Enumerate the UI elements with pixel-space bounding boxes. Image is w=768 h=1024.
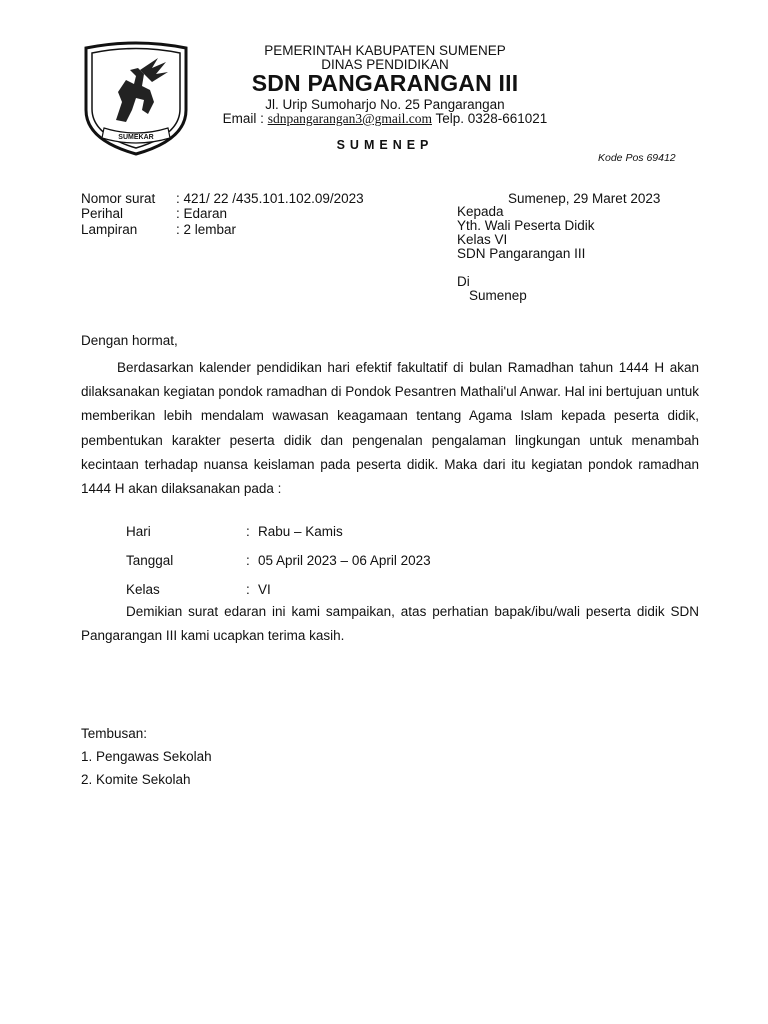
detail-colon: :	[246, 582, 250, 597]
lampiran-label: Lampiran	[81, 222, 138, 237]
postal-code: Kode Pos 69412	[598, 152, 676, 164]
letterhead-department: DINAS PENDIDIKAN	[321, 57, 449, 72]
nomor-value: : 421/ 22 /435.101.102.09/2023	[176, 191, 364, 206]
detail-value-hari: Rabu – Kamis	[258, 524, 343, 539]
recipient-line1: Yth. Wali Peserta Didik	[457, 218, 595, 233]
cc-item: 1. Pengawas Sekolah	[81, 749, 212, 764]
logo-text: SUMEKAR	[118, 134, 154, 141]
letterhead-contact	[190, 111, 580, 127]
detail-label-kelas: Kelas	[126, 582, 160, 597]
detail-colon: :	[246, 524, 250, 539]
nomor-label: Nomor surat	[81, 191, 156, 206]
letterhead-school-name: SDN PANGARANGAN III	[251, 70, 519, 96]
phone-number: Telp. 0328-661021	[431, 111, 548, 126]
letter-date: Sumenep, 29 Maret 2023	[508, 191, 661, 206]
recipient-line2: Kelas VI	[457, 232, 508, 247]
recipient-place: Sumenep	[469, 288, 527, 303]
lampiran-value: : 2 lembar	[176, 222, 237, 237]
perihal-value: : Edaran	[176, 206, 228, 221]
detail-value-kelas: VI	[258, 582, 271, 597]
perihal-label: Perihal	[81, 206, 124, 221]
body-paragraph-1: Berdasarkan kalender pendidikan hari efektif fakultatif di bulan Ramadhan tahun 1444 H akan dilaksanakan kegiatan pondok ramadhan di Pondok Pesantren Mathali'ul Anwar. Hal ini bertujuan untuk memberikan lebih mendalam wawasan keagamaan tentang Agama Islam kepada peserta didik, pembentukan karakter peserta didik dan pengenalan pengalaman lingkungan untuk menambah kecintaan terhadap nuansa keislaman pada peserta didik. Maka dari itu kegiatan pondok ramadhan 1444 H akan dilaksanakan pada :	[81, 360, 699, 497]
recipient-to: Kepada	[457, 204, 504, 219]
email-link[interactable]: sdnpangarangan3@gmail.com	[267, 111, 432, 126]
detail-value-tanggal: 05 April 2023 – 06 April 2023	[258, 553, 431, 568]
detail-colon: :	[246, 553, 250, 568]
cc-item: 2. Komite Sekolah	[81, 772, 191, 787]
email-label: Email :	[222, 111, 268, 126]
detail-label-hari: Hari	[126, 524, 151, 539]
letterhead-address: Jl. Urip Sumoharjo No. 25 Pangarangan	[265, 97, 505, 112]
body-paragraph-2: Demikian surat edaran ini kami sampaikan, atas perhatian bapak/ibu/wali peserta didik SDN Pangarangan III kami ucapkan terima kasih.	[81, 604, 699, 644]
school-emblem-logo	[78, 40, 194, 158]
letterhead-government: PEMERINTAH KABUPATEN SUMENEP	[264, 43, 506, 58]
detail-label-tanggal: Tanggal	[126, 553, 174, 568]
cc-title: Tembusan:	[81, 726, 148, 741]
greeting: Dengan hormat,	[81, 333, 178, 348]
recipient-line3: SDN Pangarangan III	[457, 246, 586, 261]
letterhead-city: SUMENEP	[336, 138, 434, 152]
recipient-di: Di	[457, 274, 470, 289]
